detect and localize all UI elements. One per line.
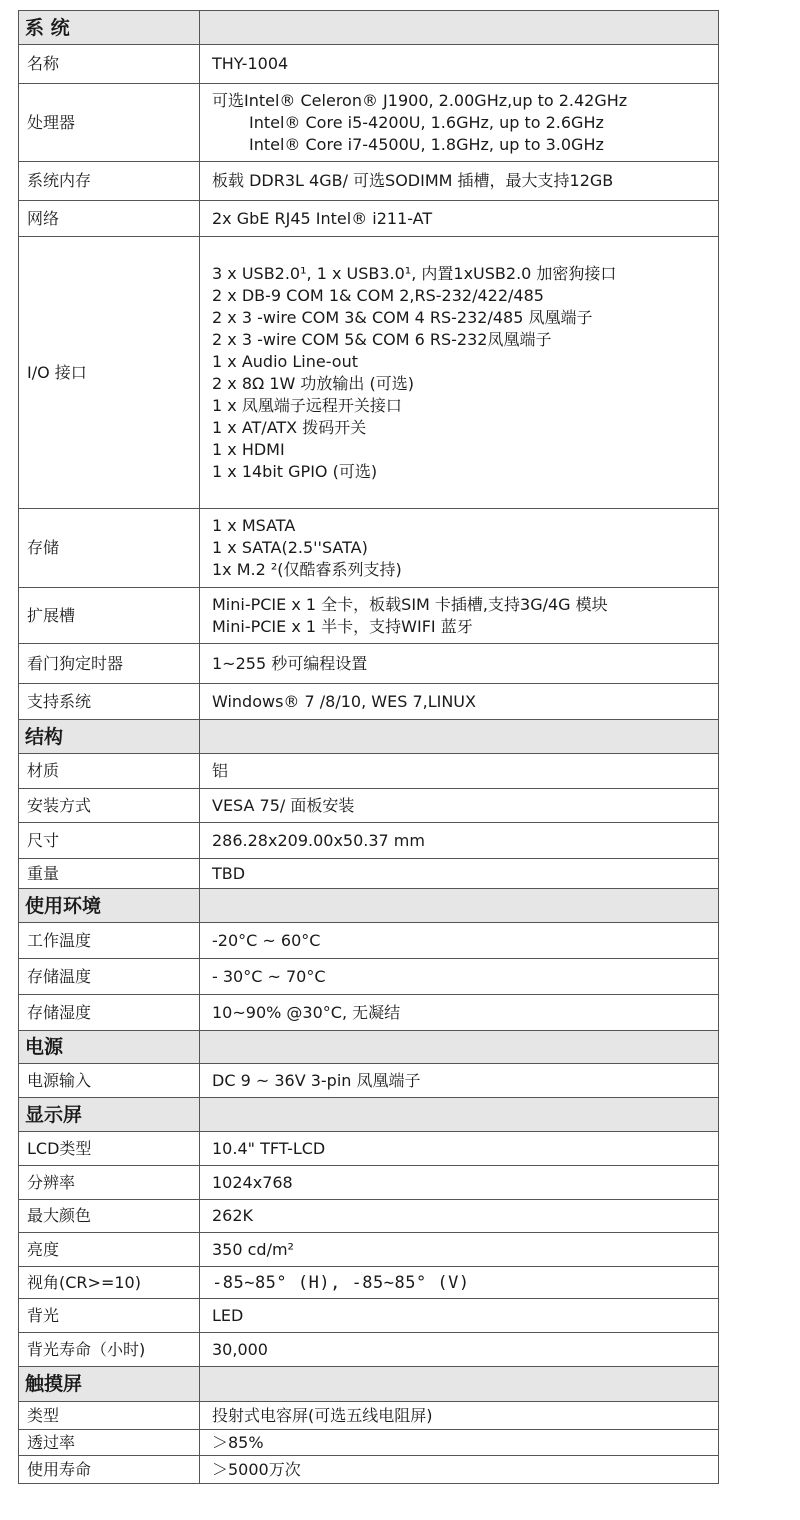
spec-value-line: 1 x Audio Line-out [212, 351, 358, 371]
section-header-row [19, 889, 719, 923]
section-header-row [19, 11, 719, 45]
spec-label: 工作温度 [19, 923, 200, 959]
spec-value [200, 1430, 719, 1456]
spec-value-line: 1 x SATA(2.5''SATA) [212, 538, 368, 557]
spec-value [200, 1299, 719, 1333]
spec-value-line: DC 9 ~ 36V 3-pin 凤凰端子 [212, 1070, 421, 1090]
spec-row [19, 1402, 719, 1430]
spec-value-line: LED [212, 1305, 244, 1325]
spec-value-line: 3 x USB2.0¹, 1 x USB3.0¹, 内置1xUSB2.0 加密狗接口 [212, 263, 617, 283]
spec-value [200, 1233, 719, 1267]
spec-label: 透过率 [19, 1430, 200, 1456]
spec-value [200, 995, 719, 1031]
spec-value [200, 789, 719, 823]
spec-value-line: 投射式电容屏(可选五线电阻屏) [212, 1405, 433, 1425]
spec-value [200, 588, 719, 644]
spec-value [200, 1333, 719, 1367]
spec-row [19, 1064, 719, 1098]
spec-label: 处理器 [19, 84, 200, 162]
spec-value-line: -20°C ~ 60°C [212, 930, 321, 950]
spec-value-line: 30,000 [212, 1339, 268, 1359]
spec-row [19, 1299, 719, 1333]
spec-label: 扩展槽 [19, 588, 200, 644]
spec-value [200, 644, 719, 684]
spec-row [19, 1333, 719, 1367]
spec-row [19, 644, 719, 684]
spec-value [200, 684, 719, 720]
section-header-row [19, 1098, 719, 1132]
spec-row [19, 1456, 719, 1484]
spec-value-line: ＞5000万次 [212, 1459, 301, 1479]
section-value-empty [200, 1098, 719, 1132]
spec-value-line: 1 x HDMI [212, 439, 285, 459]
spec-row [19, 45, 719, 84]
spec-value-line: Intel® Core i5-4200U, 1.6GHz, up to 2.6GHz [249, 112, 604, 132]
section-header-row [19, 1031, 719, 1064]
spec-value [200, 1456, 719, 1484]
spec-row [19, 237, 719, 509]
spec-label: 视角(CR>=10) [19, 1267, 200, 1299]
spec-value [200, 1267, 719, 1299]
spec-value [200, 1132, 719, 1166]
section-header-row [19, 1367, 719, 1402]
spec-value-line: 2 x 3 -wire COM 5& COM 6 RS-232凤凰端子 [212, 329, 552, 349]
spec-label: I/O 接口 [19, 237, 200, 509]
spec-row [19, 509, 719, 588]
section-value-empty [200, 1031, 719, 1064]
spec-value [200, 509, 719, 588]
spec-value-line: 1 x AT/ATX 拨码开关 [212, 417, 367, 437]
spec-value-line: 铝 [212, 761, 229, 780]
spec-row [19, 859, 719, 889]
spec-value-line: -85~85° (H), -85~85° (V) [212, 1272, 470, 1293]
spec-value-line: 286.28x209.00x50.37 mm [212, 830, 425, 850]
spec-row [19, 959, 719, 995]
spec-label: 材质 [19, 754, 200, 789]
spec-label: 看门狗定时器 [19, 644, 200, 684]
spec-value [200, 754, 719, 789]
spec-value-line: 2x GbE RJ45 Intel® i211-AT [212, 208, 433, 228]
spec-label: 重量 [19, 859, 200, 889]
spec-value-line: VESA 75/ 面板安装 [212, 795, 355, 815]
spec-value-line: 1 x MSATA [212, 516, 296, 535]
spec-value-line: TBD [212, 863, 246, 883]
section-title: 使用环境 [19, 889, 200, 923]
spec-value [200, 45, 719, 84]
spec-row [19, 995, 719, 1031]
spec-value-line: 10.4" TFT-LCD [212, 1138, 326, 1158]
spec-row [19, 823, 719, 859]
spec-value-line: 10~90% @30°C, 无凝结 [212, 1002, 401, 1022]
spec-label: 最大颜色 [19, 1200, 200, 1233]
section-title: 显示屏 [19, 1098, 200, 1132]
spec-row [19, 1200, 719, 1233]
spec-value-line: 1x M.2 ²(仅酷睿系列支持) [212, 560, 402, 579]
spec-value-line: 1 x 凤凰端子远程开关接口 [212, 395, 402, 415]
spec-label: 背光寿命（小时) [19, 1333, 200, 1367]
section-value-empty [200, 1367, 719, 1402]
spec-value-line: 2 x 3 -wire COM 3& COM 4 RS-232/485 凤凰端子 [212, 307, 593, 327]
spec-value-line: 1 x 14bit GPIO (可选) [212, 461, 378, 481]
spec-label: 存储温度 [19, 959, 200, 995]
spec-value-line: ＞85% [212, 1432, 264, 1452]
spec-row [19, 1233, 719, 1267]
spec-label: 亮度 [19, 1233, 200, 1267]
spec-value-line: 2 x 8Ω 1W 功放输出 (可选) [212, 373, 414, 393]
spec-label: 存储湿度 [19, 995, 200, 1031]
spec-label: 使用寿命 [19, 1456, 200, 1484]
spec-row [19, 1430, 719, 1456]
section-title: 电源 [19, 1031, 200, 1064]
spec-table [18, 10, 719, 1484]
spec-row [19, 588, 719, 644]
spec-value-line: - 30°C ~ 70°C [212, 966, 326, 986]
spec-value [200, 823, 719, 859]
spec-value [200, 1166, 719, 1200]
section-header-row [19, 720, 719, 754]
spec-value-line: 可选Intel® Celeron® J1900, 2.00GHz,up to 2.42GHz [212, 90, 628, 110]
section-title: 结构 [19, 720, 200, 754]
spec-label: 分辨率 [19, 1166, 200, 1200]
spec-value-line: THY-1004 [212, 54, 289, 73]
spec-value [200, 859, 719, 889]
spec-row [19, 754, 719, 789]
spec-value-line: Windows® 7 /8/10, WES 7,LINUX [212, 691, 476, 711]
spec-row [19, 201, 719, 237]
spec-label: 存储 [19, 509, 200, 588]
spec-value-line: Mini-PCIE x 1 半卡，支持WIFI 蓝牙 [212, 616, 473, 636]
spec-row [19, 1166, 719, 1200]
spec-row [19, 684, 719, 720]
spec-label: 名称 [19, 45, 200, 84]
section-title: 触摸屏 [19, 1367, 200, 1402]
spec-row [19, 1132, 719, 1166]
section-value-empty [200, 11, 719, 45]
spec-label: 尺寸 [19, 823, 200, 859]
spec-value-line: 板载 DDR3L 4GB/ 可选SODIMM 插槽，最大支持12GB [212, 171, 614, 190]
spec-label: 网络 [19, 201, 200, 237]
spec-value [200, 1402, 719, 1430]
spec-value-line: Intel® Core i7-4500U, 1.8GHz, up to 3.0GHz [249, 134, 604, 154]
spec-value-line: 1~255 秒可编程设置 [212, 653, 368, 673]
spec-row [19, 1267, 719, 1299]
spec-value [200, 923, 719, 959]
spec-label: 背光 [19, 1299, 200, 1333]
spec-table-body [19, 11, 719, 1484]
spec-value [200, 1064, 719, 1098]
spec-row [19, 923, 719, 959]
spec-value-line: Mini-PCIE x 1 全卡，板载SIM 卡插槽,支持3G/4G 模块 [212, 594, 608, 614]
spec-value-line: 262K [212, 1206, 254, 1225]
spec-value [200, 1200, 719, 1233]
spec-label: 支持系统 [19, 684, 200, 720]
spec-value [200, 237, 719, 509]
spec-label: 类型 [19, 1402, 200, 1430]
section-value-empty [200, 720, 719, 754]
spec-value-line: 1024x768 [212, 1172, 293, 1192]
spec-label: 系统内存 [19, 162, 200, 201]
spec-row [19, 84, 719, 162]
spec-row [19, 162, 719, 201]
spec-value [200, 201, 719, 237]
spec-label: LCD类型 [19, 1132, 200, 1166]
spec-label: 电源输入 [19, 1064, 200, 1098]
spec-value-line: 2 x DB-9 COM 1& COM 2,RS-232/422/485 [212, 285, 544, 305]
spec-label: 安装方式 [19, 789, 200, 823]
spec-value [200, 84, 719, 162]
spec-row [19, 789, 719, 823]
section-value-empty [200, 889, 719, 923]
spec-value [200, 162, 719, 201]
section-title: 系 统 [19, 11, 200, 45]
spec-value [200, 959, 719, 995]
spec-value-line: 350 cd/m² [212, 1239, 294, 1259]
